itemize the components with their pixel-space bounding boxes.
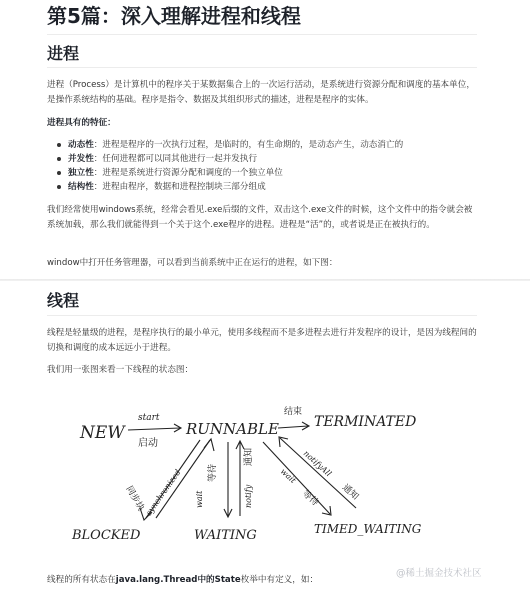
thread-intro: 线程是轻量级的进程，是程序执行的最小单元，使用多线程而不是多进程去进行并发程序的设计，是因为线程间的切换和调度的成本远远小于进程。 — [47, 328, 477, 353]
label-notify-cn2: 通知 — [339, 482, 361, 503]
label-wait2: wait — [278, 466, 298, 486]
list-item: 结构性：进程由程序，数据和进程控制块三部分组成 — [55, 180, 475, 194]
label-start-cn: 启动 — [138, 438, 158, 449]
thread-heading: 线程 — [47, 291, 80, 310]
label-start: start — [138, 413, 160, 423]
feature-list — [55, 138, 475, 194]
process-heading-divider — [47, 67, 477, 68]
state-timed-waiting: TIMED_WAITING — [314, 522, 422, 536]
process-para2: 我们经常使用windows系统，经常会看见.exe后缀的文件，双击这个.exe文件的时候，这个文件中的指令就会被系统加载，那么我们就能得到一个关于这个.exe程序的进程。进程是“活”的，或者说是正在被执行的。 — [47, 205, 473, 230]
arrow-new-runnable — [128, 428, 180, 430]
thread-state-diagram — [58, 396, 478, 546]
list-item: 动态性：进程是程序的一次执行过程，是临时的，有生命期的，是动态产生，动态消亡的 — [55, 138, 475, 152]
label-notify-all: notifyAll — [301, 448, 334, 479]
features-title: 进程具有的特征： — [47, 118, 116, 128]
label-sync-cn: 同步块 — [123, 484, 146, 513]
thread-section — [0, 281, 530, 597]
label-finish: 结束 — [284, 407, 303, 417]
label-wait-cn: 等待 — [208, 463, 218, 482]
label-notify-cn: 通知 — [244, 447, 254, 466]
list-item: 并发性：任何进程都可以同其他进行一起并发执行 — [55, 152, 475, 166]
process-intro: 进程（Process）是计算机中的程序关于某数据集合上的一次运行活动，是系统进行资源分配和调度的基本单位，是操作系统结构的基础。程序是指令、数据及其组织形式的描述，进程是程序的实体。 — [47, 80, 475, 105]
page-title: 第5篇：深入理解进程和线程 — [47, 4, 301, 28]
state-blocked: BLOCKED — [72, 528, 141, 543]
thread-para2: 我们用一张图来看一下线程的状态图： — [47, 365, 194, 375]
thread-heading-divider — [47, 315, 477, 316]
thread-footer: 线程的所有状态在java.lang.Thread中的State枚举中有定义，如： — [47, 575, 319, 585]
watermark: @稀土掘金技术社区 — [396, 568, 482, 579]
arrow-head — [204, 439, 214, 451]
label-wait: wait — [195, 490, 204, 508]
process-section — [0, 0, 530, 280]
title-divider — [47, 34, 477, 35]
label-wait-cn2: 等待 — [299, 488, 321, 509]
list-item: 独立性：进程是系统进行资源分配和调度的一个独立单位 — [55, 166, 475, 180]
process-heading: 进程 — [47, 44, 80, 63]
state-waiting: WAITING — [194, 528, 257, 543]
inline-code: java.lang.Thread中的State — [115, 575, 241, 585]
arrow-runnable-terminated — [278, 426, 308, 428]
state-runnable: RUNNABLE — [186, 420, 279, 438]
label-notify: notify — [244, 484, 253, 508]
process-para3: window中打开任务管理器，可以看到当前系统中正在运行的进程，如下图： — [47, 258, 338, 268]
label-synchronized: synchronized — [144, 467, 183, 518]
state-terminated: TERMINATED — [314, 414, 417, 430]
state-new: NEW — [80, 423, 125, 443]
